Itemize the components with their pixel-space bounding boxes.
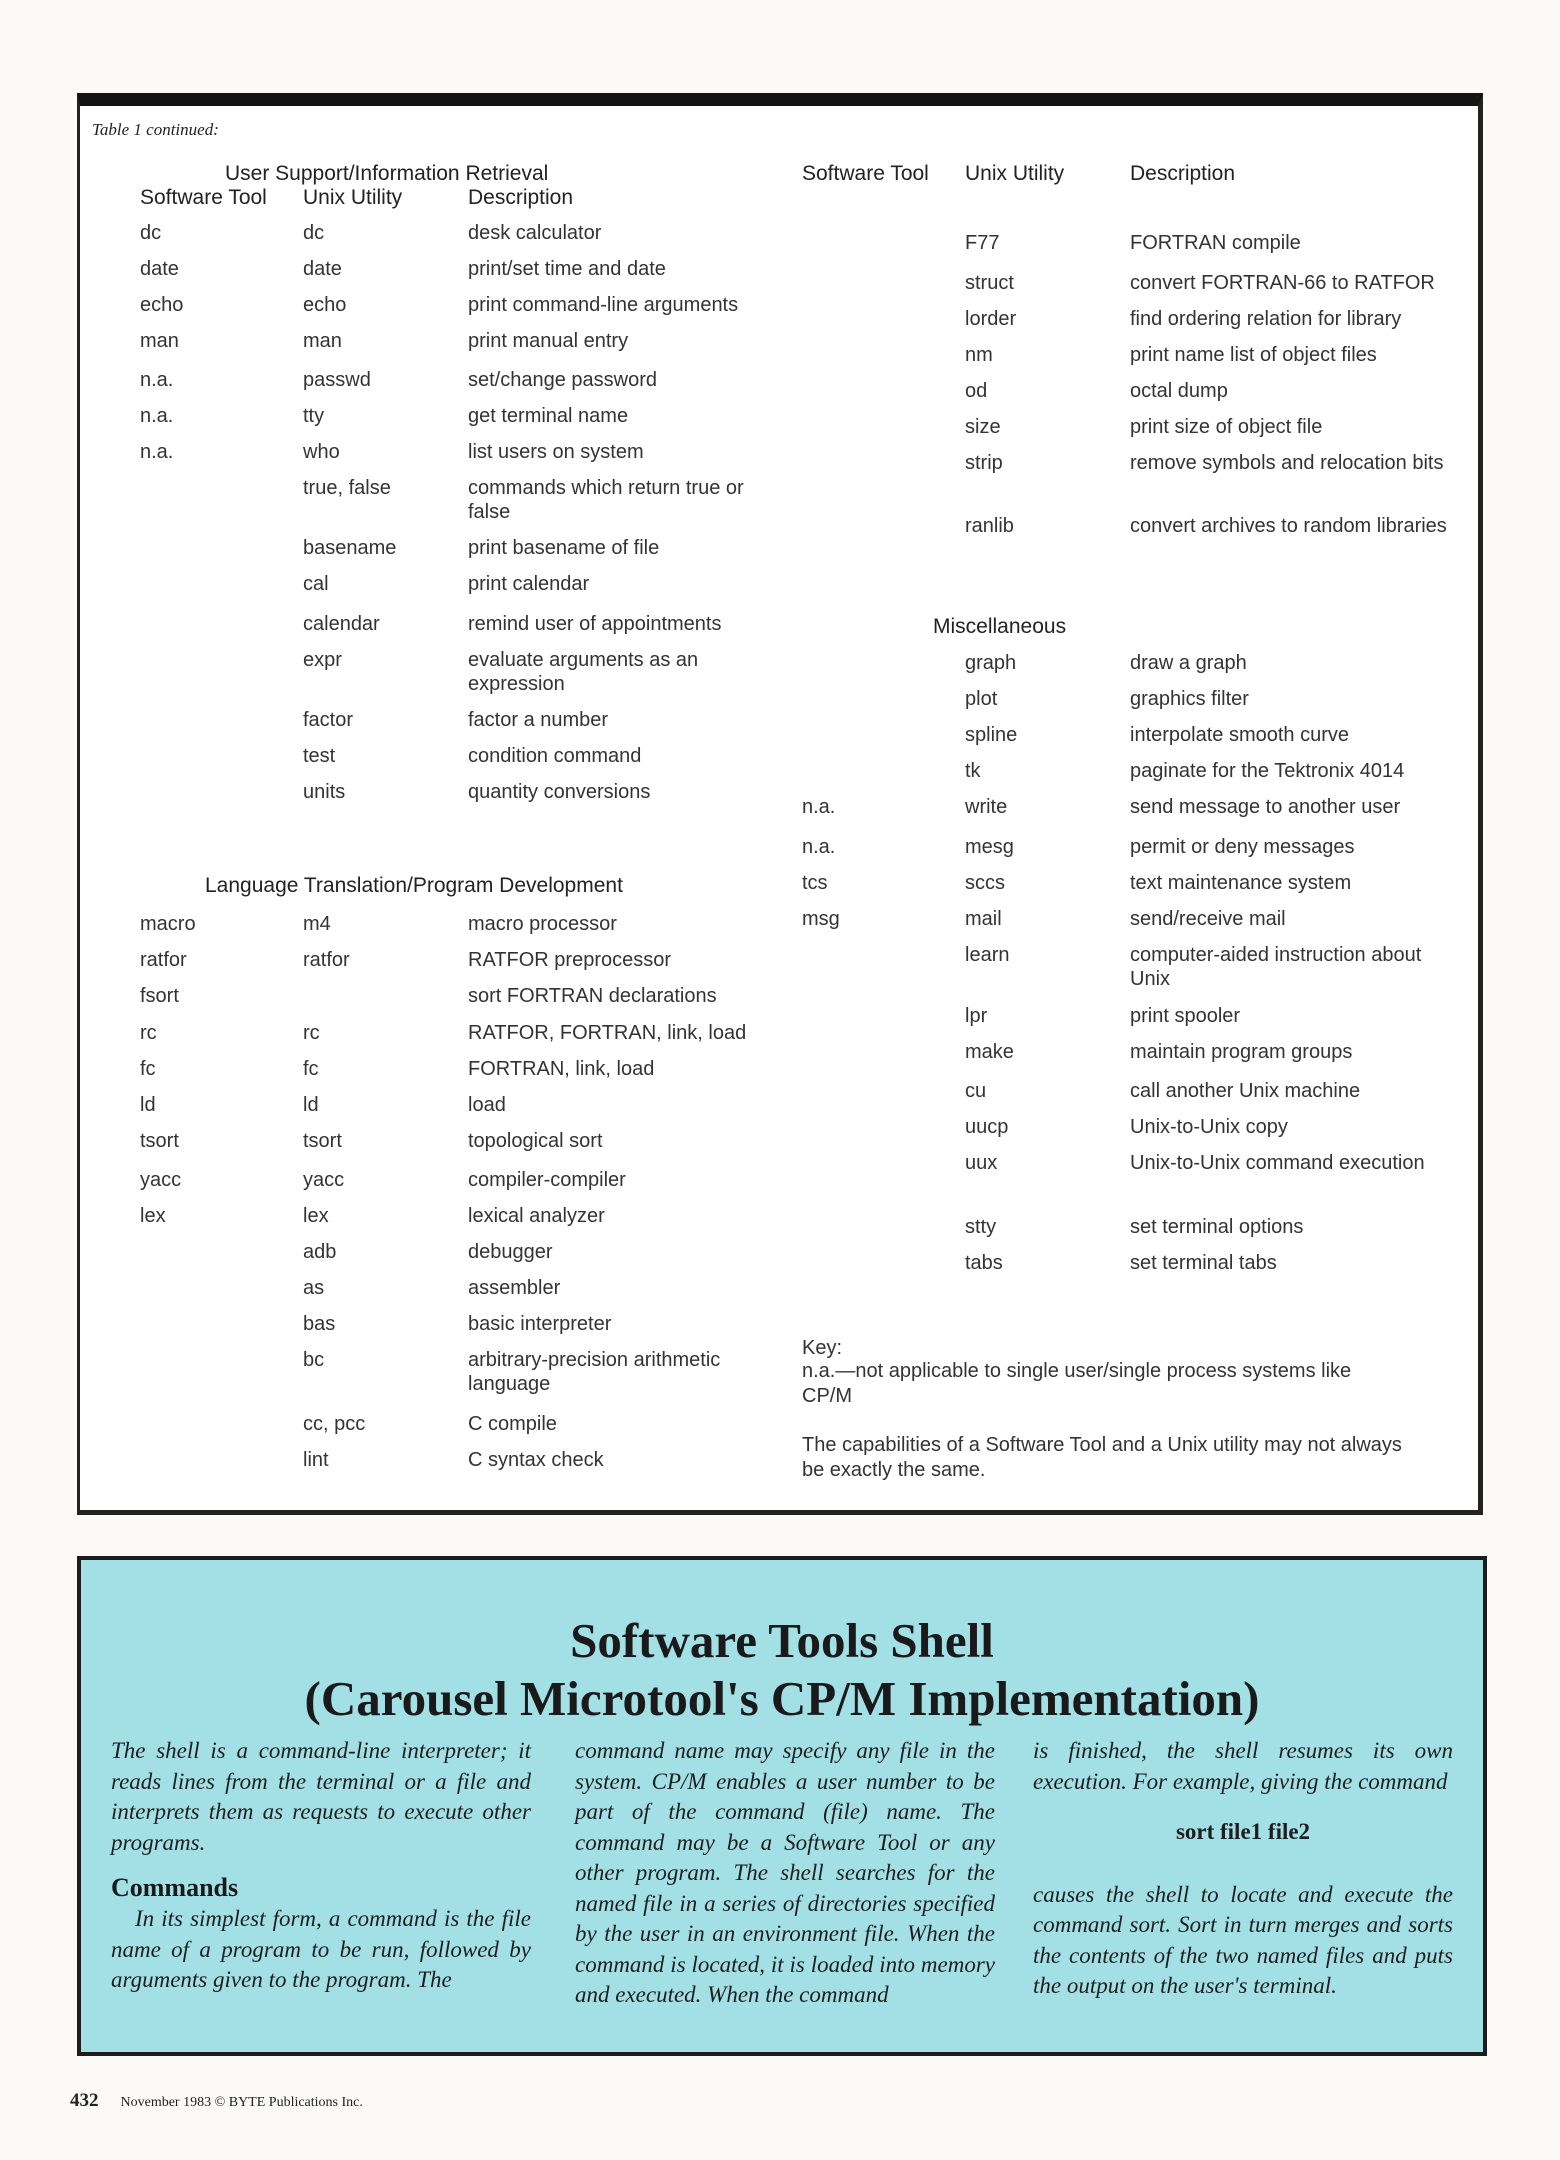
table-cell-utility: dc — [303, 222, 325, 244]
table-cell-utility: lex — [303, 1205, 329, 1227]
table-cell-utility: basename — [303, 537, 397, 559]
table-cell-description: print command-line arguments — [468, 294, 739, 316]
sidebar-paragraph: causes the shell to locate and execute the command sort. Sort in turn merges and sorts the contents of the two named files and puts the output on the user's terminal. — [1033, 1881, 1453, 1998]
table-cell-utility: struct — [965, 272, 1014, 294]
table-cell-description: RATFOR, FORTRAN, link, load — [468, 1022, 747, 1044]
table-cell-utility: sccs — [965, 872, 1005, 894]
table-cell-description: sort FORTRAN declarations — [468, 985, 717, 1007]
table-cell-description: interpolate smooth curve — [1130, 724, 1350, 746]
table-cell-utility: nm — [965, 344, 993, 366]
table-cell-tool: ratfor — [140, 949, 187, 971]
table-cell-description: print manual entry — [468, 330, 629, 352]
sidebar-command-example: sort file1 file2 — [1175, 1819, 1311, 1844]
table-cell-tool: n.a. — [802, 796, 836, 818]
key-label: Key: — [802, 1337, 843, 1359]
table-cell-utility: write — [965, 796, 1008, 818]
table-cell-description: debugger — [468, 1241, 553, 1263]
table-cell-description: print basename of file — [468, 537, 660, 559]
table-cell-tool: rc — [140, 1022, 157, 1044]
table-cell-tool: man — [140, 330, 179, 352]
table-cell-description: print calendar — [468, 573, 590, 595]
table-cell-utility: factor — [303, 709, 354, 731]
table-cell-tool: lex — [140, 1205, 166, 1227]
table-cell-utility: rc — [303, 1022, 320, 1044]
table-cell-description: Unix-to-Unix command execution — [1130, 1152, 1425, 1174]
column-header: Unix Utility — [303, 186, 403, 209]
table-cell-utility: calendar — [303, 613, 380, 635]
table-cell-description: permit or deny messages — [1130, 836, 1355, 858]
table-cell-utility: test — [303, 745, 336, 767]
column-header: Software Tool — [802, 162, 929, 185]
table-cell-description: C syntax check — [468, 1449, 604, 1471]
table-cell-utility: echo — [303, 294, 347, 316]
table-cell-description: evaluate arguments as an expression — [468, 649, 699, 695]
table-cell-utility: ld — [303, 1094, 319, 1116]
table-cell-description: quantity conversions — [468, 781, 651, 803]
table-cell-utility: plot — [965, 688, 998, 710]
table-cell-tool: fsort — [140, 985, 179, 1007]
table-cell-description: commands which return true or false — [468, 477, 744, 523]
table-cell-description: get terminal name — [468, 405, 629, 427]
table-cell-tool: yacc — [140, 1169, 182, 1191]
table-cell-utility: date — [303, 258, 342, 280]
table-note: The capabilities of a Software Tool and a Unix utility may not always be exactly the same. — [802, 1434, 1402, 1481]
table-cell-description: load — [468, 1094, 506, 1116]
table-cell-utility: units — [303, 781, 346, 803]
table-cell-description: send/receive mail — [1130, 908, 1286, 930]
table-cell-utility: strip — [965, 452, 1003, 474]
sidebar-column-2 — [575, 1736, 995, 2011]
section-title: Language Translation/Program Development — [205, 874, 623, 897]
table-cell-utility: stty — [965, 1216, 997, 1238]
table-cell-utility: true, false — [303, 477, 391, 499]
table-cell-utility: uucp — [965, 1116, 1009, 1138]
table-cell-utility: bc — [303, 1349, 325, 1371]
table-cell-description: set terminal tabs — [1130, 1252, 1277, 1274]
table-cell-utility: cu — [965, 1080, 987, 1102]
table-cell-tool: ld — [140, 1094, 156, 1116]
table-cell-description: convert archives to random libraries — [1130, 515, 1447, 537]
page-number: 432 — [70, 2090, 99, 2111]
table-cell-utility: spline — [965, 724, 1018, 746]
table-cell-description: C compile — [468, 1413, 557, 1435]
table-cell-tool: date — [140, 258, 179, 280]
table-cell-description: text maintenance system — [1130, 872, 1352, 894]
table-cell-utility: yacc — [303, 1169, 345, 1191]
table-cell-description: print/set time and date — [468, 258, 666, 280]
table-cell-utility: expr — [303, 649, 342, 671]
table-cell-tool: n.a. — [140, 369, 174, 391]
table-cell-utility: as — [303, 1277, 325, 1299]
sidebar-column-1 — [111, 1736, 531, 1996]
table-cell-description: condition command — [468, 745, 642, 767]
table-caption: Table 1 continued: — [92, 120, 219, 139]
table-cell-utility: who — [303, 441, 340, 463]
table-cell-tool: msg — [802, 908, 840, 930]
table-cell-tool: n.a. — [802, 836, 836, 858]
table-cell-description: call another Unix machine — [1130, 1080, 1361, 1102]
column-header: Software Tool — [140, 186, 267, 209]
table-cell-description: draw a graph — [1130, 652, 1247, 674]
table-cell-description: arbitrary-precision arithmetic language — [468, 1349, 721, 1395]
table-cell-utility: learn — [965, 944, 1010, 966]
table-cell-tool: macro — [140, 913, 196, 935]
table-cell-tool: n.a. — [140, 441, 174, 463]
table-cell-utility: bas — [303, 1313, 336, 1335]
table-cell-utility: F77 — [965, 232, 1000, 254]
table-cell-description: topological sort — [468, 1130, 603, 1152]
table-cell-description: remind user of appointments — [468, 613, 722, 635]
column-header: Unix Utility — [965, 162, 1065, 185]
table-cell-description: set/change password — [468, 369, 658, 391]
sidebar-intro: The shell is a command-line interpreter; it reads lines from the terminal or a file and interprets them as requests to execute other programs. — [111, 1738, 531, 1855]
table-cell-tool: echo — [140, 294, 184, 316]
table-cell-utility: mesg — [965, 836, 1014, 858]
table-cell-description: compiler-compiler — [468, 1169, 626, 1191]
table-cell-utility: fc — [303, 1058, 319, 1080]
table-cell-tool: fc — [140, 1058, 156, 1080]
sidebar-title-line2: (Carousel Microtool's CP/M Implementation) — [304, 1671, 1260, 1726]
section-title: User Support/Information Retrieval — [225, 162, 549, 185]
sidebar-title — [81, 1612, 1483, 1728]
sidebar-paragraph: In its simplest form, a command is the file name of a program to be run, followed by arguments given to the program. The — [111, 1906, 531, 1992]
table-cell-utility: ranlib — [965, 515, 1014, 537]
table-cell-description: FORTRAN compile — [1130, 232, 1301, 254]
table-cell-utility: m4 — [303, 913, 331, 935]
footer-text: November 1983 © BYTE Publications Inc. — [120, 2095, 363, 2110]
sidebar-title-line1: Software Tools Shell — [570, 1613, 994, 1668]
section-title: Miscellaneous — [933, 615, 1067, 638]
sidebar-box — [77, 1556, 1487, 2056]
table-cell-utility: graph — [965, 652, 1017, 674]
table-cell-description: set terminal options — [1130, 1216, 1304, 1238]
table-cell-description: RATFOR preprocessor — [468, 949, 672, 971]
table-cell-description: basic interpreter — [468, 1313, 612, 1335]
table-cell-description: maintain program groups — [1130, 1041, 1353, 1063]
sidebar-column-3 — [1033, 1736, 1453, 2002]
table-cell-utility: od — [965, 380, 988, 402]
table-cell-description: factor a number — [468, 709, 609, 731]
table-cell-utility: cc, pcc — [303, 1413, 366, 1435]
table-cell-utility: lpr — [965, 1005, 988, 1027]
table-cell-utility: tk — [965, 760, 981, 782]
table-cell-description: send message to another user — [1130, 796, 1401, 818]
sidebar-paragraph: is finished, the shell resumes its own execution. For example, giving the command — [1033, 1738, 1453, 1794]
table-cell-utility: uux — [965, 1152, 998, 1174]
table-cell-description: remove symbols and relocation bits — [1130, 452, 1444, 474]
table-cell-utility: lint — [303, 1449, 329, 1471]
table-cell-description: print name list of object files — [1130, 344, 1377, 366]
sidebar-paragraph: command name may specify any file in the system. CP/M enables a user number to be part of the command (file) name. The command may be a Software Tool or any other program. The shell searches for the named file in a series of directories specified by the user in an environment file. When the command is located, it is loaded into memory and executed. When the command — [575, 1738, 995, 2007]
table-cell-description: FORTRAN, link, load — [468, 1058, 655, 1080]
table-box — [77, 93, 1483, 1515]
table-cell-description: print spooler — [1130, 1005, 1241, 1027]
table-cell-utility: tsort — [303, 1130, 342, 1152]
table-cell-description: Unix-to-Unix copy — [1130, 1116, 1288, 1138]
table-cell-description: find ordering relation for library — [1130, 308, 1402, 330]
key-text: n.a.—not applicable to single user/single process systems like CP/M — [802, 1360, 1352, 1407]
table-cell-utility: mail — [965, 908, 1002, 930]
table-cell-description: octal dump — [1130, 380, 1228, 402]
table-cell-utility: tabs — [965, 1252, 1003, 1274]
table-cell-tool: dc — [140, 222, 162, 244]
table-cell-description: computer-aided instruction about Unix — [1130, 944, 1422, 990]
table-cell-utility: make — [965, 1041, 1014, 1063]
table-cell-description: convert FORTRAN-66 to RATFOR — [1130, 272, 1435, 294]
table-cell-utility: man — [303, 330, 342, 352]
table-cell-description: macro processor — [468, 913, 617, 935]
table-cell-description: graphics filter — [1130, 688, 1249, 710]
table-cell-tool: tsort — [140, 1130, 179, 1152]
table-cell-description: desk calculator — [468, 222, 602, 244]
table-cell-description: list users on system — [468, 441, 644, 463]
column-header: Description — [468, 186, 574, 209]
table-cell-utility: passwd — [303, 369, 371, 391]
table-cell-tool: n.a. — [140, 405, 174, 427]
table-cell-utility: size — [965, 416, 1001, 438]
table-cell-description: paginate for the Tektronix 4014 — [1130, 760, 1405, 782]
table-cell-description: print size of object file — [1130, 416, 1323, 438]
column-header: Description — [1130, 162, 1236, 185]
table-cell-utility: cal — [303, 573, 329, 595]
table-cell-description: lexical analyzer — [468, 1205, 605, 1227]
table-cell-utility: adb — [303, 1241, 337, 1263]
table-cell-description: assembler — [468, 1277, 561, 1299]
table-cell-utility: lorder — [965, 308, 1017, 330]
sidebar-heading-commands: Commands — [111, 1873, 239, 1902]
table-cell-tool: tcs — [802, 872, 828, 894]
table-cell-utility: tty — [303, 405, 325, 427]
page-footer — [70, 2090, 363, 2112]
table-cell-utility: ratfor — [303, 949, 350, 971]
